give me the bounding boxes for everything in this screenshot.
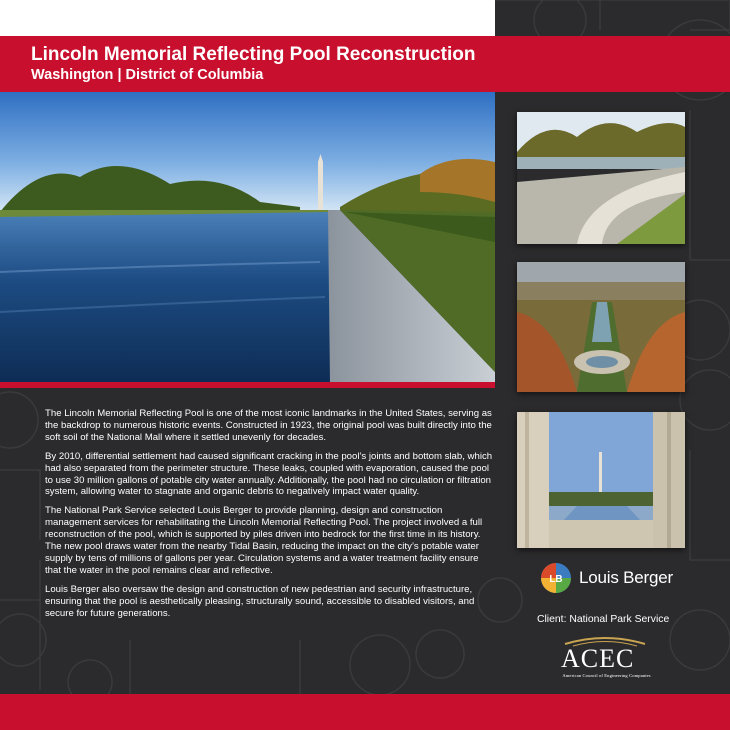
thumb-photo-columns-view [517, 412, 685, 548]
title-band [0, 36, 730, 92]
body-text [45, 408, 495, 627]
logo-mark-letters: LB [549, 574, 563, 585]
acec-fullname: American Council of Engineering Companies [562, 673, 651, 678]
paragraph-solution: The National Park Service selected Louis Berger to provide planning, design and construction management services for rehabilitating the Lincoln Memorial Reflecting Pool. The project involved a full reconstruction of the pool, which is supported by piles driven into bedrock for the first time in its history. The new pool draws water from the nearby Tidal Basin, reducing the impact on the city’s potable water supply by tens of millions of gallons per year. Circulation systems and a water treatment facility ensure that the water in the pool remains clear and reflective. [45, 505, 483, 576]
bottom-band [0, 694, 730, 730]
page-title: Lincoln Memorial Reflecting Pool Reconstruction [31, 44, 476, 65]
client-label: Client: National Park Service [537, 614, 670, 625]
hero-photo [0, 92, 495, 382]
paragraph-security: Louis Berger also oversaw the design and construction of new pedestrian and security infrastructure, ensuring that the pool is aesthetically pleasing, structurally sound, accessible to disabled visitors, and secure for future generations. [45, 583, 475, 619]
thumb-photo-aerial [517, 262, 685, 392]
thumb-photo-seating-wall [517, 112, 685, 244]
hero-divider [0, 382, 495, 388]
louis-berger-name: Louis Berger [579, 568, 673, 587]
paragraph-intro: The Lincoln Memorial Reflecting Pool is one of the most iconic landmarks in the United States, serving as the backdrop to numerous historic events. Constructed in 1923, the original pool was built directly into the soft soil of the National Mall where it settled unevenly for decades. [45, 408, 492, 443]
acec-wordmark: ACEC [561, 644, 635, 673]
page-subtitle: Washington | District of Columbia [31, 67, 264, 83]
paragraph-problem: By 2010, differential settlement had caused significant cracking in the pool’s joints and bottom slab, which had also separated from the perimeter structure. These leaks, coupled with evaporation, caused the pool to use 30 million gallons of potable city water annually. Additionally, the pool had no circulation or filtration system, allowing water to stagnate and organic debris to negatively impact water quality. [45, 450, 493, 498]
